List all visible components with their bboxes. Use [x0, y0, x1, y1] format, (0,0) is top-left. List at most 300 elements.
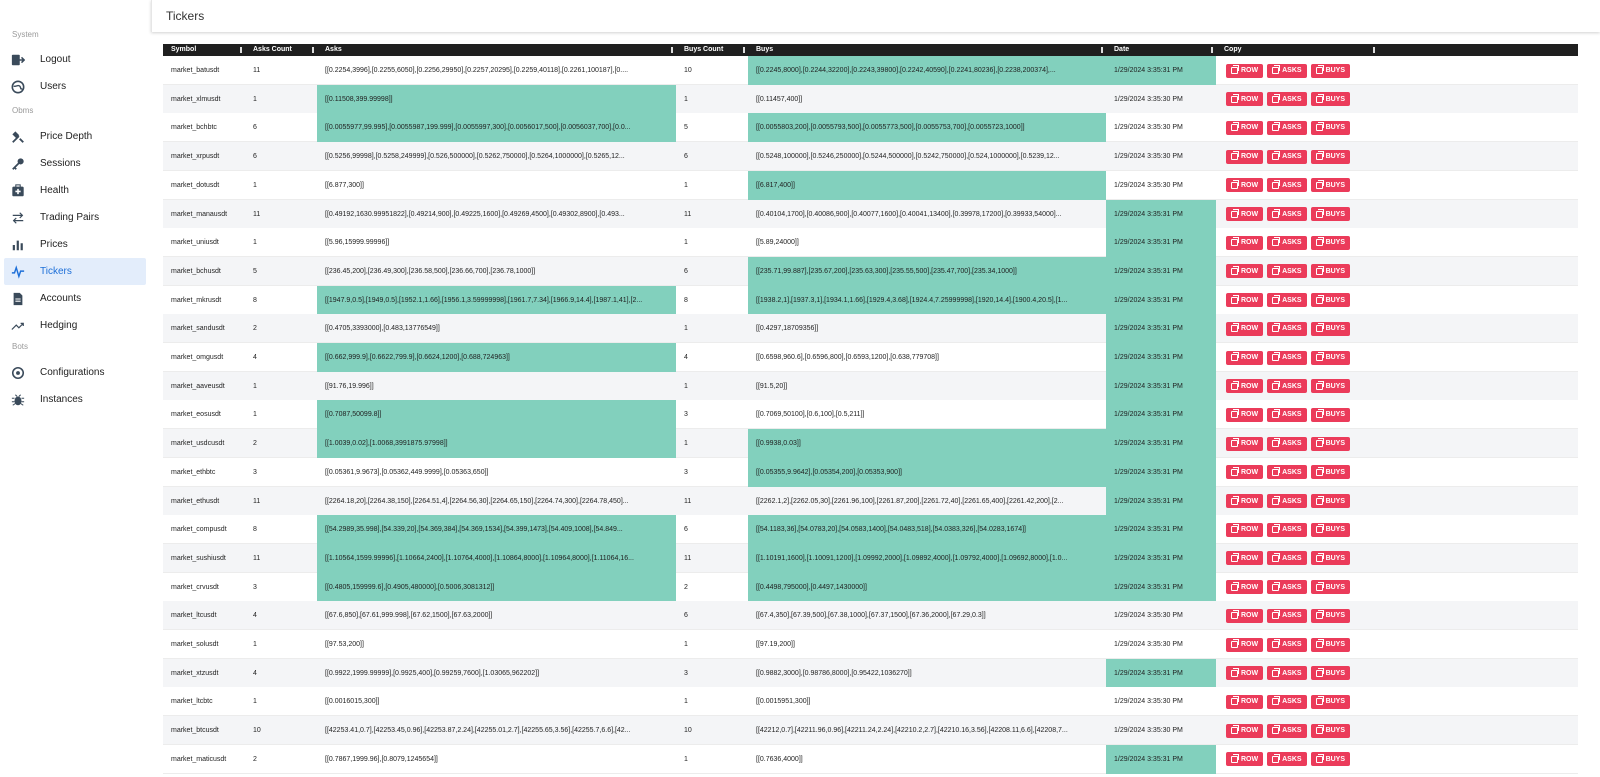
copy-asks-button[interactable] — [1267, 264, 1306, 278]
cell-copy — [1216, 544, 1378, 573]
copy-asks-button[interactable] — [1267, 638, 1306, 652]
copy-icon — [1231, 325, 1238, 332]
table-row — [163, 286, 1578, 315]
copy-asks-button[interactable] — [1267, 609, 1306, 623]
tickers-table — [163, 44, 1578, 777]
copy-asks-button[interactable] — [1267, 322, 1306, 336]
cell-asks: [[0.2254,3996],[0.2255,6050],[0.2256,29950],[0.2257,20295],[0.2259,40118],[0.2261,100187],[0.... — [325, 67, 629, 74]
column-header-asks-count[interactable] — [245, 44, 317, 56]
copy-buys-button[interactable] — [1311, 437, 1350, 451]
copy-buys-button[interactable] — [1311, 150, 1350, 164]
cell-copy — [1216, 400, 1378, 429]
copy-buys-button[interactable] — [1311, 638, 1350, 652]
cell-buys-count: 10 — [684, 727, 692, 735]
copy-row-button[interactable] — [1226, 494, 1263, 508]
button-label: BUYS — [1325, 210, 1346, 218]
cell-copy — [1216, 573, 1378, 602]
copy-icon — [1272, 756, 1279, 763]
cell-asks-count: 1 — [253, 698, 257, 706]
copy-row-button[interactable] — [1226, 580, 1263, 594]
cell-asks-count: 4 — [253, 612, 257, 620]
button-label: BUYS — [1325, 267, 1346, 275]
table-row — [163, 343, 1578, 372]
button-label: ROW — [1241, 727, 1259, 735]
button-label: BUYS — [1325, 497, 1346, 505]
cell-symbol: market_manausdt — [171, 210, 228, 218]
copy-asks-button[interactable] — [1267, 752, 1306, 766]
cell-buys-count: 1 — [684, 325, 688, 333]
cell-buys: [[6.817,400]] — [748, 171, 1106, 200]
button-label: ROW — [1241, 554, 1259, 562]
copy-icon — [1316, 498, 1323, 505]
sidebar-item-users[interactable] — [4, 73, 146, 100]
button-label: ROW — [1241, 67, 1259, 74]
cell-asks: [[0.662,999.9],[0.6622,799.9],[0.6624,1200],[0.688,724963]] — [317, 343, 676, 372]
sidebar-section-label: Obms — [12, 106, 34, 115]
swap-icon — [10, 210, 26, 226]
copy-buys-button[interactable] — [1311, 178, 1350, 192]
column-header-asks[interactable] — [317, 44, 676, 56]
copy-asks-button[interactable] — [1267, 92, 1306, 106]
copy-row-button[interactable] — [1226, 437, 1263, 451]
cell-asks-count: 1 — [253, 95, 257, 103]
copy-asks-button[interactable] — [1267, 666, 1306, 680]
cell-symbol: market_xlmusdt — [171, 95, 221, 103]
copy-asks-button[interactable] — [1267, 523, 1306, 537]
button-label: ASKS — [1282, 267, 1302, 275]
copy-asks-button[interactable] — [1267, 64, 1306, 78]
button-label: ROW — [1241, 95, 1259, 103]
cell-asks: [[6.877,300]] — [325, 181, 364, 189]
copy-buys-button[interactable] — [1311, 666, 1350, 680]
table-row — [163, 601, 1578, 630]
table-row — [163, 85, 1578, 114]
copy-row-button[interactable] — [1226, 92, 1263, 106]
cell-asks: [[0.49192,1630.99951822],[0.49214,900],[0.49225,1600],[0.49269,4500],[0.49302,8900],[0.493... — [325, 210, 625, 218]
cell-symbol: market_ltcbtc — [171, 698, 213, 706]
copy-icon — [1231, 383, 1238, 390]
button-label: ASKS — [1282, 124, 1302, 132]
cell-copy — [1216, 228, 1378, 257]
button-label: ASKS — [1282, 468, 1302, 476]
copy-row-button[interactable] — [1226, 724, 1263, 738]
copy-buys-button[interactable] — [1311, 580, 1350, 594]
cell-asks: [[0.5256,99998],[0.5258,249999],[0.526,500000],[0.5262,750000],[0.5264,1000000],[0.5265,12... — [325, 153, 625, 161]
copy-icon — [1231, 297, 1238, 304]
copy-buys-button[interactable] — [1311, 523, 1350, 537]
copy-asks-button[interactable] — [1267, 465, 1306, 479]
copy-icon — [1316, 96, 1323, 103]
table-header — [163, 44, 1578, 56]
copy-row-button[interactable] — [1226, 236, 1263, 250]
cell-buys: [[1938.2,1],[1937.3,1],[1934.1,1.66],[1929.4,3.68],[1924.4,7.25999998],[1920,14.4],[1900.4,20.5],[1... — [748, 286, 1106, 315]
copy-icon — [1231, 756, 1238, 763]
copy-buys-button[interactable] — [1311, 379, 1350, 393]
button-label: ROW — [1241, 612, 1259, 620]
sidebar-item-label: Tickers — [40, 266, 72, 277]
cell-symbol: market_solusdt — [171, 641, 219, 648]
cell-asks-count: 1 — [253, 239, 257, 247]
copy-row-button[interactable] — [1226, 523, 1263, 537]
copy-buys-button[interactable] — [1311, 264, 1350, 278]
column-header-buys[interactable] — [748, 44, 1106, 56]
button-label: ASKS — [1282, 181, 1302, 189]
document-icon — [10, 291, 26, 307]
copy-row-button[interactable] — [1226, 666, 1263, 680]
cell-copy — [1216, 286, 1378, 315]
table-row — [163, 171, 1578, 200]
copy-buys-button[interactable] — [1311, 551, 1350, 565]
button-label: ASKS — [1282, 210, 1302, 218]
table-row — [163, 429, 1578, 458]
button-label: BUYS — [1325, 411, 1346, 419]
copy-icon — [1231, 411, 1238, 418]
copy-asks-button[interactable] — [1267, 207, 1306, 221]
cell-asks-count: 10 — [253, 727, 261, 735]
copy-icon — [1231, 698, 1238, 705]
cell-asks-count: 8 — [253, 526, 257, 534]
button-label: ROW — [1241, 698, 1259, 706]
cell-buys: [[235.71,99.887],[235.67,200],[235.63,300],[235.55,500],[235.47,700],[235.34,1000]] — [748, 257, 1106, 286]
cell-date: 1/29/2024 3:35:31 PM — [1106, 257, 1216, 286]
column-header-copy[interactable] — [1216, 44, 1378, 56]
copy-icon — [1231, 354, 1238, 361]
copy-asks-button[interactable] — [1267, 150, 1306, 164]
copy-buys-button[interactable] — [1311, 293, 1350, 307]
copy-icon — [1231, 182, 1238, 189]
button-label: ROW — [1241, 210, 1259, 218]
copy-row-button[interactable] — [1226, 609, 1263, 623]
cell-buys-count: 6 — [684, 612, 688, 620]
cell-asks: [[42253.41,0.7],[42253.45,0.96],[42253.87,2.24],[42255.01,2.7],[42255.65,3.56],[42255.7,6.6],[42... — [325, 727, 631, 735]
copy-asks-button[interactable] — [1267, 580, 1306, 594]
copy-row-button[interactable] — [1226, 408, 1263, 422]
column-resize-handle[interactable] — [240, 47, 242, 53]
cell-asks-count: 1 — [253, 181, 257, 189]
copy-asks-button[interactable] — [1267, 351, 1306, 365]
copy-buys-button[interactable] — [1311, 64, 1350, 78]
button-label: BUYS — [1325, 583, 1346, 591]
copy-buys-button[interactable] — [1311, 351, 1350, 365]
key-icon — [10, 156, 26, 172]
button-label: ASKS — [1282, 411, 1302, 419]
cell-asks-count: 1 — [253, 382, 257, 390]
cell-copy — [1216, 200, 1378, 229]
copy-buys-button[interactable] — [1311, 609, 1350, 623]
copy-asks-button[interactable] — [1267, 408, 1306, 422]
cell-asks: [[5.96,15999.99996]] — [325, 239, 390, 247]
cell-date: 1/29/2024 3:35:31 PM — [1106, 515, 1216, 544]
copy-buys-button[interactable] — [1311, 465, 1350, 479]
cell-copy — [1216, 487, 1378, 516]
sidebar-item-prices[interactable] — [4, 231, 146, 258]
table-row — [163, 113, 1578, 142]
button-label: ROW — [1241, 267, 1259, 275]
cell-buys: [[0.0055803,200],[0.0055793,500],[0.0055773,500],[0.0055753,700],[0.0055723,1000]] — [748, 113, 1106, 142]
copy-icon — [1231, 612, 1238, 619]
column-header-symbol[interactable] — [163, 44, 245, 56]
button-label: BUYS — [1325, 354, 1346, 361]
cell-symbol: market_aaveusdt — [171, 382, 225, 390]
cell-asks: [[54.2989,35.998],[54.339,20],[54.369,384],[54.369,1534],[54.399,1473],[54.409,1008],[54.849... — [317, 515, 676, 544]
cell-copy — [1216, 56, 1378, 85]
copy-row-button[interactable] — [1226, 551, 1263, 565]
button-label: ASKS — [1282, 641, 1302, 648]
sidebar-item-hedging[interactable] — [4, 312, 146, 339]
copy-icon — [1272, 440, 1279, 447]
copy-icon — [1272, 584, 1279, 591]
copy-icon — [1231, 584, 1238, 591]
sidebar-item-logout[interactable] — [4, 46, 146, 73]
copy-icon — [1316, 325, 1323, 332]
copy-buys-button[interactable] — [1311, 494, 1350, 508]
button-label: BUYS — [1325, 727, 1346, 735]
copy-asks-button[interactable] — [1267, 551, 1306, 565]
table-row — [163, 659, 1578, 688]
copy-row-button[interactable] — [1226, 207, 1263, 221]
table-row — [163, 257, 1578, 286]
button-label: BUYS — [1325, 325, 1346, 333]
copy-asks-button[interactable] — [1267, 437, 1306, 451]
cell-date: 1/29/2024 3:35:31 PM — [1106, 458, 1216, 487]
copy-asks-button[interactable] — [1267, 379, 1306, 393]
table-row — [163, 228, 1578, 257]
cell-buys-count: 8 — [684, 296, 688, 304]
bar-chart-icon — [10, 237, 26, 253]
cell-copy — [1216, 171, 1378, 200]
copy-row-button[interactable] — [1226, 351, 1263, 365]
cell-buys-count: 6 — [684, 526, 688, 534]
table-row — [163, 458, 1578, 487]
cell-buys-count: 1 — [684, 755, 688, 763]
copy-buys-button[interactable] — [1311, 236, 1350, 250]
column-resize-handle[interactable] — [1211, 47, 1213, 53]
copy-buys-button[interactable] — [1311, 322, 1350, 336]
copy-asks-button[interactable] — [1267, 724, 1306, 738]
copy-asks-button[interactable] — [1267, 236, 1306, 250]
cell-asks: [[2264.18,20],[2264.38,150],[2264.51,4],[2264.56,30],[2264.65,150],[2264.74,300],[2264.78,450]... — [325, 497, 629, 505]
cell-symbol: market_dotusdt — [171, 181, 220, 189]
copy-row-button[interactable] — [1226, 121, 1263, 135]
copy-row-button[interactable] — [1226, 465, 1263, 479]
button-label: ASKS — [1282, 325, 1302, 333]
copy-icon — [1316, 440, 1323, 447]
cell-date: 1/29/2024 3:35:30 PM — [1114, 698, 1183, 706]
sidebar-item-label: Price Depth — [40, 131, 93, 142]
copy-buys-button[interactable] — [1311, 724, 1350, 738]
copy-icon — [1316, 641, 1323, 648]
copy-buys-button[interactable] — [1311, 408, 1350, 422]
copy-icon — [1231, 469, 1238, 476]
copy-icon — [1316, 67, 1323, 74]
cell-copy — [1216, 515, 1378, 544]
cell-copy — [1216, 429, 1378, 458]
copy-icon — [1231, 440, 1238, 447]
cell-date: 1/29/2024 3:35:31 PM — [1106, 314, 1216, 343]
copy-icon — [1316, 698, 1323, 705]
copy-buys-button[interactable] — [1311, 207, 1350, 221]
cell-symbol: market_sushiusdt — [171, 554, 226, 562]
column-header-buys-count[interactable] — [676, 44, 748, 56]
cell-asks: [[97.53,200]] — [325, 641, 364, 648]
cell-buys-count: 11 — [684, 497, 692, 505]
button-label: ROW — [1241, 755, 1259, 763]
column-resize-handle[interactable] — [312, 47, 314, 53]
copy-row-button[interactable] — [1226, 150, 1263, 164]
button-label: ASKS — [1282, 95, 1302, 103]
button-label: ASKS — [1282, 669, 1302, 677]
button-label: ASKS — [1282, 727, 1302, 735]
cell-asks: [[67.6,850],[67.61,999.998],[67.62,1500],[67.63,2000]] — [325, 612, 493, 620]
cell-asks-count: 2 — [253, 440, 257, 448]
cell-buys: [[0.4297,18709356]] — [756, 325, 819, 333]
cell-date: 1/29/2024 3:35:31 PM — [1106, 372, 1216, 401]
sidebar-item-tickers[interactable] — [4, 258, 146, 285]
sidebar-item-label: Logout — [40, 54, 71, 65]
cell-date: 1/29/2024 3:35:31 PM — [1106, 400, 1216, 429]
cell-date: 1/29/2024 3:35:31 PM — [1106, 56, 1216, 85]
cell-buys: [[91.5,20]] — [756, 382, 788, 390]
copy-asks-button[interactable] — [1267, 178, 1306, 192]
sidebar-item-trading-pairs[interactable] — [4, 204, 146, 231]
copy-row-button[interactable] — [1226, 178, 1263, 192]
sidebar-item-sessions[interactable] — [4, 150, 146, 177]
button-label: BUYS — [1325, 440, 1346, 448]
cell-buys-count: 1 — [684, 95, 688, 103]
logout-icon — [10, 52, 26, 68]
copy-row-button[interactable] — [1226, 64, 1263, 78]
sidebar-item-health[interactable] — [4, 177, 146, 204]
cell-asks: [[0.05361,9.9673],[0.05362,449.9999],[0.05363,650]] — [325, 468, 489, 476]
copy-row-button[interactable] — [1226, 322, 1263, 336]
button-label: ROW — [1241, 296, 1259, 304]
copy-icon — [1272, 354, 1279, 361]
cell-asks-count: 11 — [253, 210, 261, 218]
button-label: ROW — [1241, 468, 1259, 476]
cell-copy — [1216, 314, 1378, 343]
button-label: BUYS — [1325, 612, 1346, 620]
button-label: BUYS — [1325, 554, 1346, 562]
copy-row-button[interactable] — [1226, 379, 1263, 393]
copy-asks-button[interactable] — [1267, 494, 1306, 508]
cell-buys-count: 11 — [684, 210, 692, 218]
cell-symbol: market_bchbtc — [171, 124, 217, 132]
sidebar-item-label: Instances — [40, 394, 83, 405]
copy-icon — [1272, 96, 1279, 103]
cell-buys: [[0.40104,1700],[0.40086,900],[0.40077,1600],[0.40041,13400],[0.39978,17200],[0.39933,54000]... — [756, 210, 1062, 218]
copy-asks-button[interactable] — [1267, 293, 1306, 307]
sidebar-item-price-depth[interactable] — [4, 123, 146, 150]
cell-symbol: market_omgusdt — [171, 354, 224, 361]
cell-buys: [[0.05355,9.9642],[0.05354,200],[0.05353,900]] — [748, 458, 1106, 487]
column-header-date[interactable] — [1106, 44, 1216, 56]
cell-buys: [[42212,0.7],[42211.96,0.96],[42211.24,2.24],[42210.2,2.7],[42210.16,3.56],[42208.11,6.6],[42208,7... — [756, 727, 1068, 735]
copy-row-button[interactable] — [1226, 695, 1263, 709]
cell-buys-count: 3 — [684, 669, 688, 677]
copy-buys-button[interactable] — [1311, 121, 1350, 135]
cell-date: 1/29/2024 3:35:31 PM — [1106, 228, 1216, 257]
button-label: ROW — [1241, 153, 1259, 161]
cell-buys-count: 11 — [684, 554, 692, 562]
column-resize-handle[interactable] — [671, 47, 673, 53]
copy-asks-button[interactable] — [1267, 121, 1306, 135]
copy-icon — [1272, 124, 1279, 131]
bug-icon — [10, 392, 26, 408]
button-label: ROW — [1241, 239, 1259, 247]
column-header-label: Asks Count — [253, 46, 292, 53]
column-resize-handle[interactable] — [743, 47, 745, 53]
sidebar-item-accounts[interactable] — [4, 285, 146, 312]
column-header-label: Copy — [1224, 46, 1242, 53]
copy-buys-button[interactable] — [1311, 92, 1350, 106]
column-resize-handle[interactable] — [1101, 47, 1103, 53]
button-label: BUYS — [1325, 755, 1346, 763]
sidebar-item-instances[interactable] — [4, 386, 146, 413]
copy-asks-button[interactable] — [1267, 695, 1306, 709]
button-label: BUYS — [1325, 95, 1346, 103]
sidebar-item-label: Sessions — [40, 158, 81, 169]
button-label: ROW — [1241, 325, 1259, 333]
copy-icon — [1316, 727, 1323, 734]
column-resize-handle[interactable] — [1373, 47, 1375, 53]
button-label: ASKS — [1282, 382, 1302, 390]
table-row — [163, 544, 1578, 573]
cell-buys: [[0.6598,960.6],[0.6596,800],[0.6593,1200],[0.638,779708]] — [756, 354, 939, 361]
button-label: BUYS — [1325, 468, 1346, 476]
cell-buys: [[0.2245,8000],[0.2244,32200],[0.2243,39800],[0.2242,40590],[0.2241,80236],[0.2238,200374],... — [748, 56, 1106, 85]
cell-buys-count: 1 — [684, 181, 688, 189]
button-label: ASKS — [1282, 554, 1302, 562]
cell-asks: [[0.0016015,300]] — [325, 698, 380, 706]
table-row — [163, 716, 1578, 745]
copy-icon — [1316, 239, 1323, 246]
copy-icon — [1272, 239, 1279, 246]
cell-symbol: market_xtzusdt — [171, 669, 219, 677]
cell-symbol: market_btcusdt — [171, 727, 219, 735]
gear-icon — [10, 365, 26, 381]
button-label: ROW — [1241, 497, 1259, 505]
cell-symbol: market_sandusdt — [171, 325, 225, 333]
copy-row-button[interactable] — [1226, 638, 1263, 652]
sidebar-item-label: Trading Pairs — [40, 212, 100, 223]
cell-buys: [[0.0015951,300]] — [756, 698, 811, 706]
cell-copy — [1216, 716, 1378, 745]
button-label: ROW — [1241, 181, 1259, 189]
copy-icon — [1316, 756, 1323, 763]
sidebar-item-configurations[interactable] — [4, 359, 146, 386]
cell-copy — [1216, 257, 1378, 286]
copy-buys-button[interactable] — [1311, 695, 1350, 709]
copy-buys-button[interactable] — [1311, 752, 1350, 766]
cell-buys: [[0.9882,3000],[0.98786,8000],[0.95422,1036270]] — [756, 669, 912, 677]
cell-buys-count: 1 — [684, 239, 688, 247]
cell-asks-count: 2 — [253, 325, 257, 333]
cell-date: 1/29/2024 3:35:30 PM — [1114, 181, 1183, 189]
copy-icon — [1272, 526, 1279, 533]
table-row — [163, 515, 1578, 544]
button-label: ROW — [1241, 526, 1259, 534]
copy-icon — [1231, 211, 1238, 218]
cell-date: 1/29/2024 3:35:31 PM — [1106, 745, 1216, 774]
button-label: ASKS — [1282, 755, 1302, 763]
copy-row-button[interactable] — [1226, 293, 1263, 307]
copy-icon — [1316, 383, 1323, 390]
copy-row-button[interactable] — [1226, 264, 1263, 278]
column-header-label: Buys Count — [684, 46, 724, 53]
copy-row-button[interactable] — [1226, 752, 1263, 766]
copy-icon — [1272, 182, 1279, 189]
copy-icon — [1272, 698, 1279, 705]
